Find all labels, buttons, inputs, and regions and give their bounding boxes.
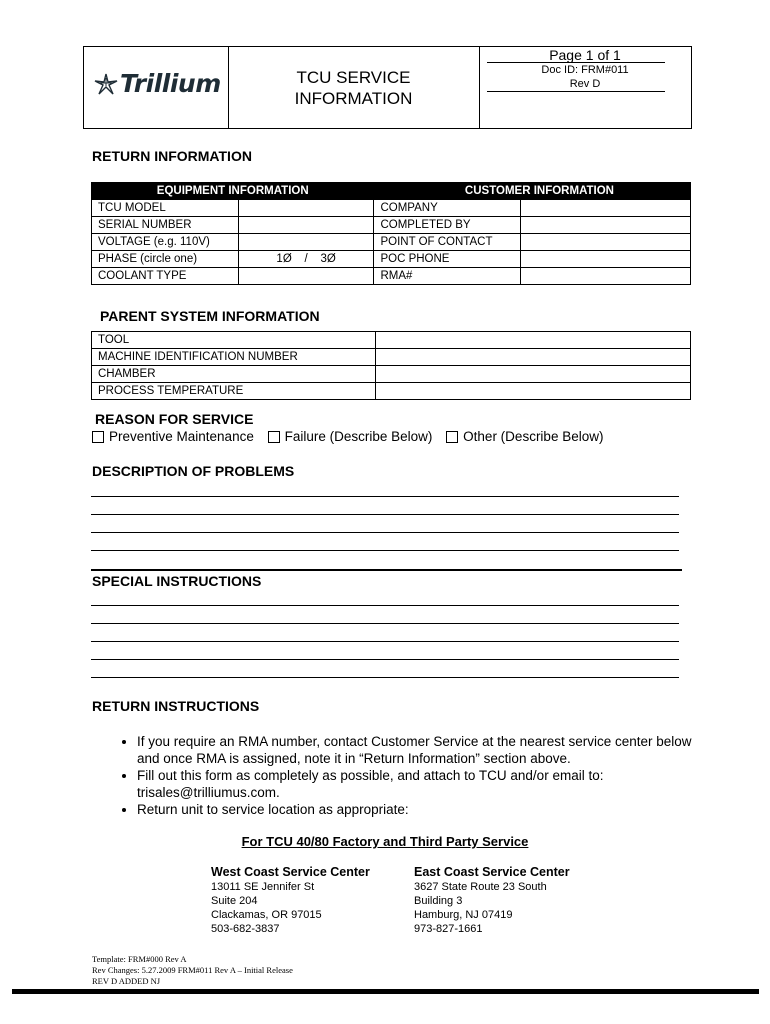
table-header-row: [92, 183, 691, 200]
process-temperature-field[interactable]: [375, 383, 690, 400]
west-address-line: Clackamas, OR 97015: [211, 909, 322, 921]
option-label: Preventive Maintenance: [109, 429, 254, 444]
return-information-table: [91, 182, 691, 285]
completed-by-label: COMPLETED BY: [374, 217, 521, 234]
divider: [487, 62, 665, 63]
table-row: [92, 349, 691, 366]
document-header: [83, 46, 692, 129]
template-footer: [92, 954, 293, 987]
preventive-maintenance-checkbox[interactable]: [92, 429, 254, 444]
tcu-model-label: TCU MODEL: [92, 200, 239, 217]
serial-number-label: SERIAL NUMBER: [92, 217, 239, 234]
machine-id-label: MACHINE IDENTIFICATION NUMBER: [92, 349, 376, 366]
east-coast-address: [414, 865, 570, 936]
logo-text: Trillium: [120, 69, 221, 98]
east-address-line: Hamburg, NJ 07419: [414, 909, 513, 921]
completed-by-field[interactable]: [521, 217, 691, 234]
divider: [487, 91, 665, 92]
coolant-type-field[interactable]: [238, 268, 374, 285]
west-phone: 503-682-3837: [211, 923, 280, 935]
return-instructions-title: RETURN INSTRUCTIONS: [92, 698, 260, 714]
rma-label: RMA#: [374, 268, 521, 285]
special-instructions-title: SPECIAL INSTRUCTIONS: [92, 573, 262, 589]
description-line[interactable]: [91, 532, 679, 533]
table-row: [92, 217, 691, 234]
chamber-field[interactable]: [375, 366, 690, 383]
customer-information-header: CUSTOMER INFORMATION: [374, 183, 691, 200]
instructions-line[interactable]: [91, 659, 679, 660]
west-address-line: 13011 SE Jennifer St: [211, 881, 315, 893]
description-line[interactable]: [91, 496, 679, 497]
voltage-label: VOLTAGE (e.g. 110V): [92, 234, 239, 251]
doc-info-cell: [479, 47, 691, 128]
company-field[interactable]: [521, 200, 691, 217]
footer-line: REV D ADDED NJ: [92, 976, 161, 986]
east-address-line: Building 3: [414, 895, 463, 907]
east-address-line: 3627 State Route 23 South: [414, 881, 547, 893]
poc-phone-field[interactable]: [521, 251, 691, 268]
service-heading: For TCU 40/80 Factory and Third Party Service: [241, 834, 529, 849]
trillium-logo: [94, 69, 221, 98]
serial-number-field[interactable]: [238, 217, 374, 234]
parent-system-table: [91, 331, 691, 400]
tool-label: TOOL: [92, 332, 376, 349]
point-of-contact-field[interactable]: [521, 234, 691, 251]
revision: Rev D: [569, 78, 601, 90]
instructions-line[interactable]: [91, 605, 679, 606]
doc-id: Doc ID: FRM#011: [541, 64, 629, 76]
instructions-line[interactable]: [91, 677, 679, 678]
chamber-label: CHAMBER: [92, 366, 376, 383]
voltage-field[interactable]: [238, 234, 374, 251]
checkbox-icon[interactable]: [268, 431, 280, 443]
table-row: [92, 383, 691, 400]
list-item: • Return unit to service location as appropriate:: [137, 801, 717, 818]
west-coast-address: [211, 865, 370, 936]
title-line-2: INFORMATION: [294, 89, 413, 108]
footer-line: Rev Changes: 5.27.2009 FRM#011 Rev A – Initial Release: [92, 965, 293, 975]
table-row: [92, 268, 691, 285]
phase-label: PHASE (circle one): [92, 251, 239, 268]
west-coast-name: West Coast Service Center: [211, 865, 370, 879]
instructions-line[interactable]: [91, 641, 679, 642]
point-of-contact-label: POINT OF CONTACT: [374, 234, 521, 251]
table-row: [92, 366, 691, 383]
tcu-model-field[interactable]: [238, 200, 374, 217]
company-label: COMPANY: [374, 200, 521, 217]
checkbox-icon[interactable]: [92, 431, 104, 443]
description-of-problems-title: DESCRIPTION OF PROBLEMS: [92, 463, 295, 479]
description-line[interactable]: [91, 514, 679, 515]
poc-phone-label: POC PHONE: [374, 251, 521, 268]
return-information-title: RETURN INFORMATION: [92, 148, 252, 164]
machine-id-field[interactable]: [375, 349, 690, 366]
trillium-star-icon: [94, 73, 118, 95]
page-number: Page 1 of 1: [549, 47, 621, 63]
table-row: [92, 332, 691, 349]
east-phone: 973-827-1661: [414, 923, 483, 935]
other-checkbox[interactable]: [446, 429, 603, 444]
west-address-line: Suite 204: [211, 895, 258, 907]
instructions-line[interactable]: [91, 623, 679, 624]
reason-for-service-title: REASON FOR SERVICE: [95, 411, 254, 427]
coolant-type-label: COOLANT TYPE: [92, 268, 239, 285]
option-label: Failure (Describe Below): [284, 429, 433, 444]
logo-cell: [84, 47, 229, 128]
table-row: [92, 200, 691, 217]
document-title: [228, 67, 479, 109]
parent-system-title: PARENT SYSTEM INFORMATION: [100, 308, 320, 324]
phase-field[interactable]: 1Ø / 3Ø: [238, 251, 374, 268]
process-temperature-label: PROCESS TEMPERATURE: [92, 383, 376, 400]
checkbox-icon[interactable]: [446, 431, 458, 443]
option-label: Other (Describe Below): [463, 429, 604, 444]
title-cell: [228, 47, 480, 128]
section-divider: [91, 569, 682, 571]
title-line-1: TCU SERVICE: [296, 68, 411, 87]
description-line[interactable]: [91, 550, 679, 551]
equipment-information-header: EQUIPMENT INFORMATION: [92, 183, 374, 200]
east-coast-name: East Coast Service Center: [414, 865, 570, 879]
tool-field[interactable]: [375, 332, 690, 349]
footer-line: Template: FRM#000 Rev A: [92, 954, 187, 964]
return-instructions-list: [92, 733, 717, 818]
table-row: [92, 251, 691, 268]
list-item: • Fill out this form as completely as possible, and attach to TCU and/or email to: trisales@trilliumus.com.: [137, 767, 717, 801]
table-row: [92, 234, 691, 251]
failure-checkbox[interactable]: [268, 429, 433, 444]
rma-field[interactable]: [521, 268, 691, 285]
bottom-bar: [12, 989, 759, 994]
reason-options: [92, 429, 603, 444]
list-item: • If you require an RMA number, contact Customer Service at the nearest service center below and once RMA is assigned, note it in “Return Information” section above.: [137, 733, 717, 767]
